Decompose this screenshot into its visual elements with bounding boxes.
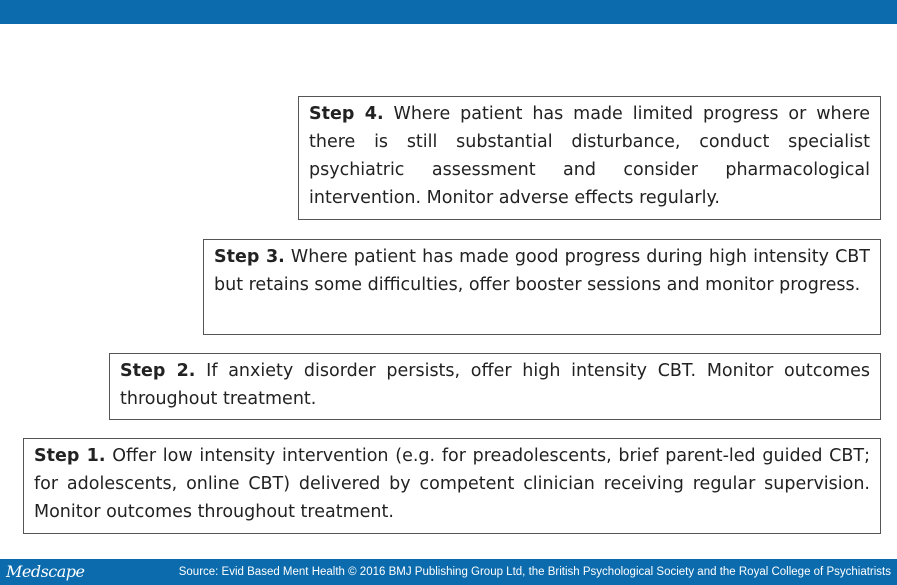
step-2-text: If anxiety disorder persists, offer high intensity CBT. Monitor outcomes throughout treatment. <box>120 361 870 409</box>
step-1-label: Step 1. <box>34 446 106 466</box>
step-1-box <box>23 438 881 534</box>
medscape-logo: Medscape <box>6 562 85 581</box>
step-2-label: Step 2. <box>120 361 196 381</box>
step-3-label: Step 3. <box>214 247 285 267</box>
step-4-label: Step 4. <box>309 104 384 124</box>
step-3-text: Where patient has made good progress during high intensity CBT but retains some difficulties, offer booster sessions and monitor progress. <box>214 247 870 295</box>
source-citation: Source: Evid Based Ment Health © 2016 BMJ Publishing Group Ltd, the British Psychological Society and the Royal College of Psychiatrists <box>178 566 891 578</box>
step-4-text: Where patient has made limited progress or where there is still substantial disturbance, conduct specialist psychiatric assessment and consider pharmacological intervention. Monitor adverse effects regularly. <box>309 104 870 208</box>
step-3-box <box>203 239 881 335</box>
step-2-box <box>109 353 881 420</box>
step-1-text: Offer low intensity intervention (e.g. for preadolescents, brief parent-led guided CBT; for adolescents, online CBT) delivered by competent clinician receiving regular supervision. Monitor outcomes throughout treatment. <box>34 446 870 522</box>
footer-bar <box>0 559 897 585</box>
top-brand-bar <box>0 0 897 24</box>
step-4-box <box>298 96 881 220</box>
